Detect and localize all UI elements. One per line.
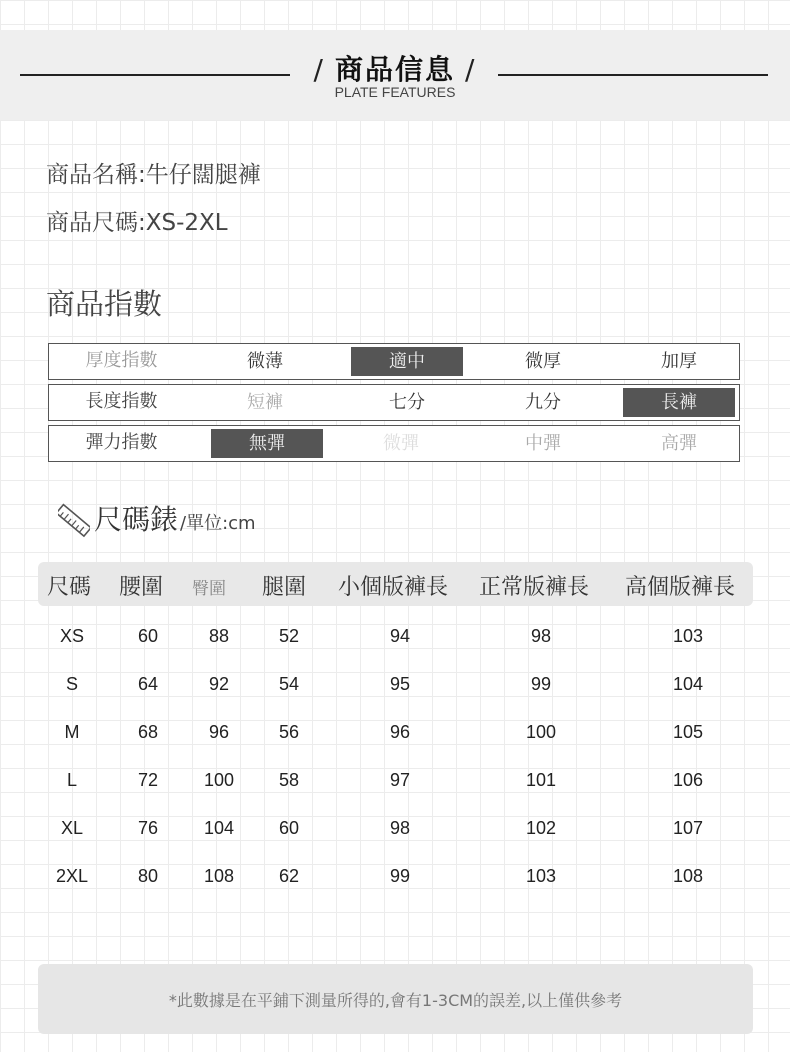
index-row-thickness [48,343,740,380]
index-option-selected: 長褲 [623,388,735,417]
table-cell: 60 [278,818,300,838]
table-cell: 56 [278,722,300,742]
title-text: 商品信息 [334,53,455,86]
ruler-icon [58,502,90,538]
column-header-regular-length: 正常版褲長 [478,575,590,600]
index-option: 短褲 [247,392,283,413]
table-cell: 98 [530,626,552,646]
table-cell: 96 [208,722,230,742]
table-cell: 64 [137,674,159,694]
table-cell: 108 [203,866,235,886]
index-option: 微厚 [525,351,561,372]
index-option: 九分 [525,392,561,413]
column-header-hip: 臀圍 [192,579,226,599]
table-cell: 72 [137,770,159,790]
table-cell: 104 [672,674,704,694]
table-cell: 98 [389,818,411,838]
table-cell: 94 [389,626,411,646]
product-name: 商品名稱:牛仔闊腿褲 [46,162,261,188]
table-cell: 96 [389,722,411,742]
column-header-waist: 腰圍 [118,575,164,600]
table-cell: 76 [137,818,159,838]
size-label-cell: L [66,770,78,790]
table-cell: 104 [203,818,235,838]
size-label-cell: XS [59,626,85,646]
index-row-elasticity [48,425,740,462]
table-cell: 108 [672,866,704,886]
size-chart-title: 尺碼錶 [94,503,179,536]
table-cell: 99 [389,866,411,886]
footnote: *此數據是在平鋪下測量所得的,會有1-3CM的誤差,以上僅供參考 [168,991,623,1010]
table-cell: 54 [278,674,300,694]
size-label-cell: S [65,674,79,694]
column-header-tall-length: 高個版褲長 [624,575,736,600]
size-chart-heading [58,498,256,538]
product-size-range: 商品尺碼:XS-2XL [46,210,228,236]
table-cell: 103 [672,626,704,646]
table-cell: 106 [672,770,704,790]
table-cell: 58 [278,770,300,790]
index-row-length [48,384,740,421]
title-slash-right: / [465,53,477,86]
table-cell: 88 [208,626,230,646]
table-cell: 107 [672,818,704,838]
column-header-thigh: 腿圍 [261,575,307,600]
index-option: 中彈 [525,433,561,454]
index-option-selected: 適中 [351,347,463,376]
table-cell: 68 [137,722,159,742]
index-option: 七分 [389,392,425,413]
table-cell: 60 [137,626,159,646]
size-label-cell: XL [60,818,84,838]
table-cell: 100 [525,722,557,742]
title-slash-left: / [313,53,325,86]
index-section-title: 商品指數 [46,287,163,321]
table-cell: 80 [137,866,159,886]
table-cell: 62 [278,866,300,886]
index-option: 高彈 [661,433,697,454]
index-label: 彈力指數 [85,432,158,453]
page-subtitle: PLATE FEATURES [334,84,456,100]
table-cell: 105 [672,722,704,742]
table-cell: 100 [203,770,235,790]
page-title [0,48,790,88]
table-cell: 97 [389,770,411,790]
table-cell: 103 [525,866,557,886]
table-cell: 102 [525,818,557,838]
table-cell: 101 [525,770,557,790]
table-cell: 92 [208,674,230,694]
column-header-size: 尺碼 [46,575,92,600]
table-cell: 52 [278,626,300,646]
size-chart-unit: /單位:cm [180,513,256,534]
index-option: 微彈 [383,433,419,454]
table-cell: 99 [530,674,552,694]
index-option: 微薄 [247,351,283,372]
index-label: 厚度指數 [85,350,158,371]
index-label: 長度指數 [85,391,158,412]
column-header-petite-length: 小個版褲長 [337,575,449,600]
index-option: 加厚 [661,351,697,372]
table-cell: 95 [389,674,411,694]
index-option-selected: 無彈 [211,429,323,458]
size-label-cell: M [64,722,80,742]
size-label-cell: 2XL [55,866,89,886]
